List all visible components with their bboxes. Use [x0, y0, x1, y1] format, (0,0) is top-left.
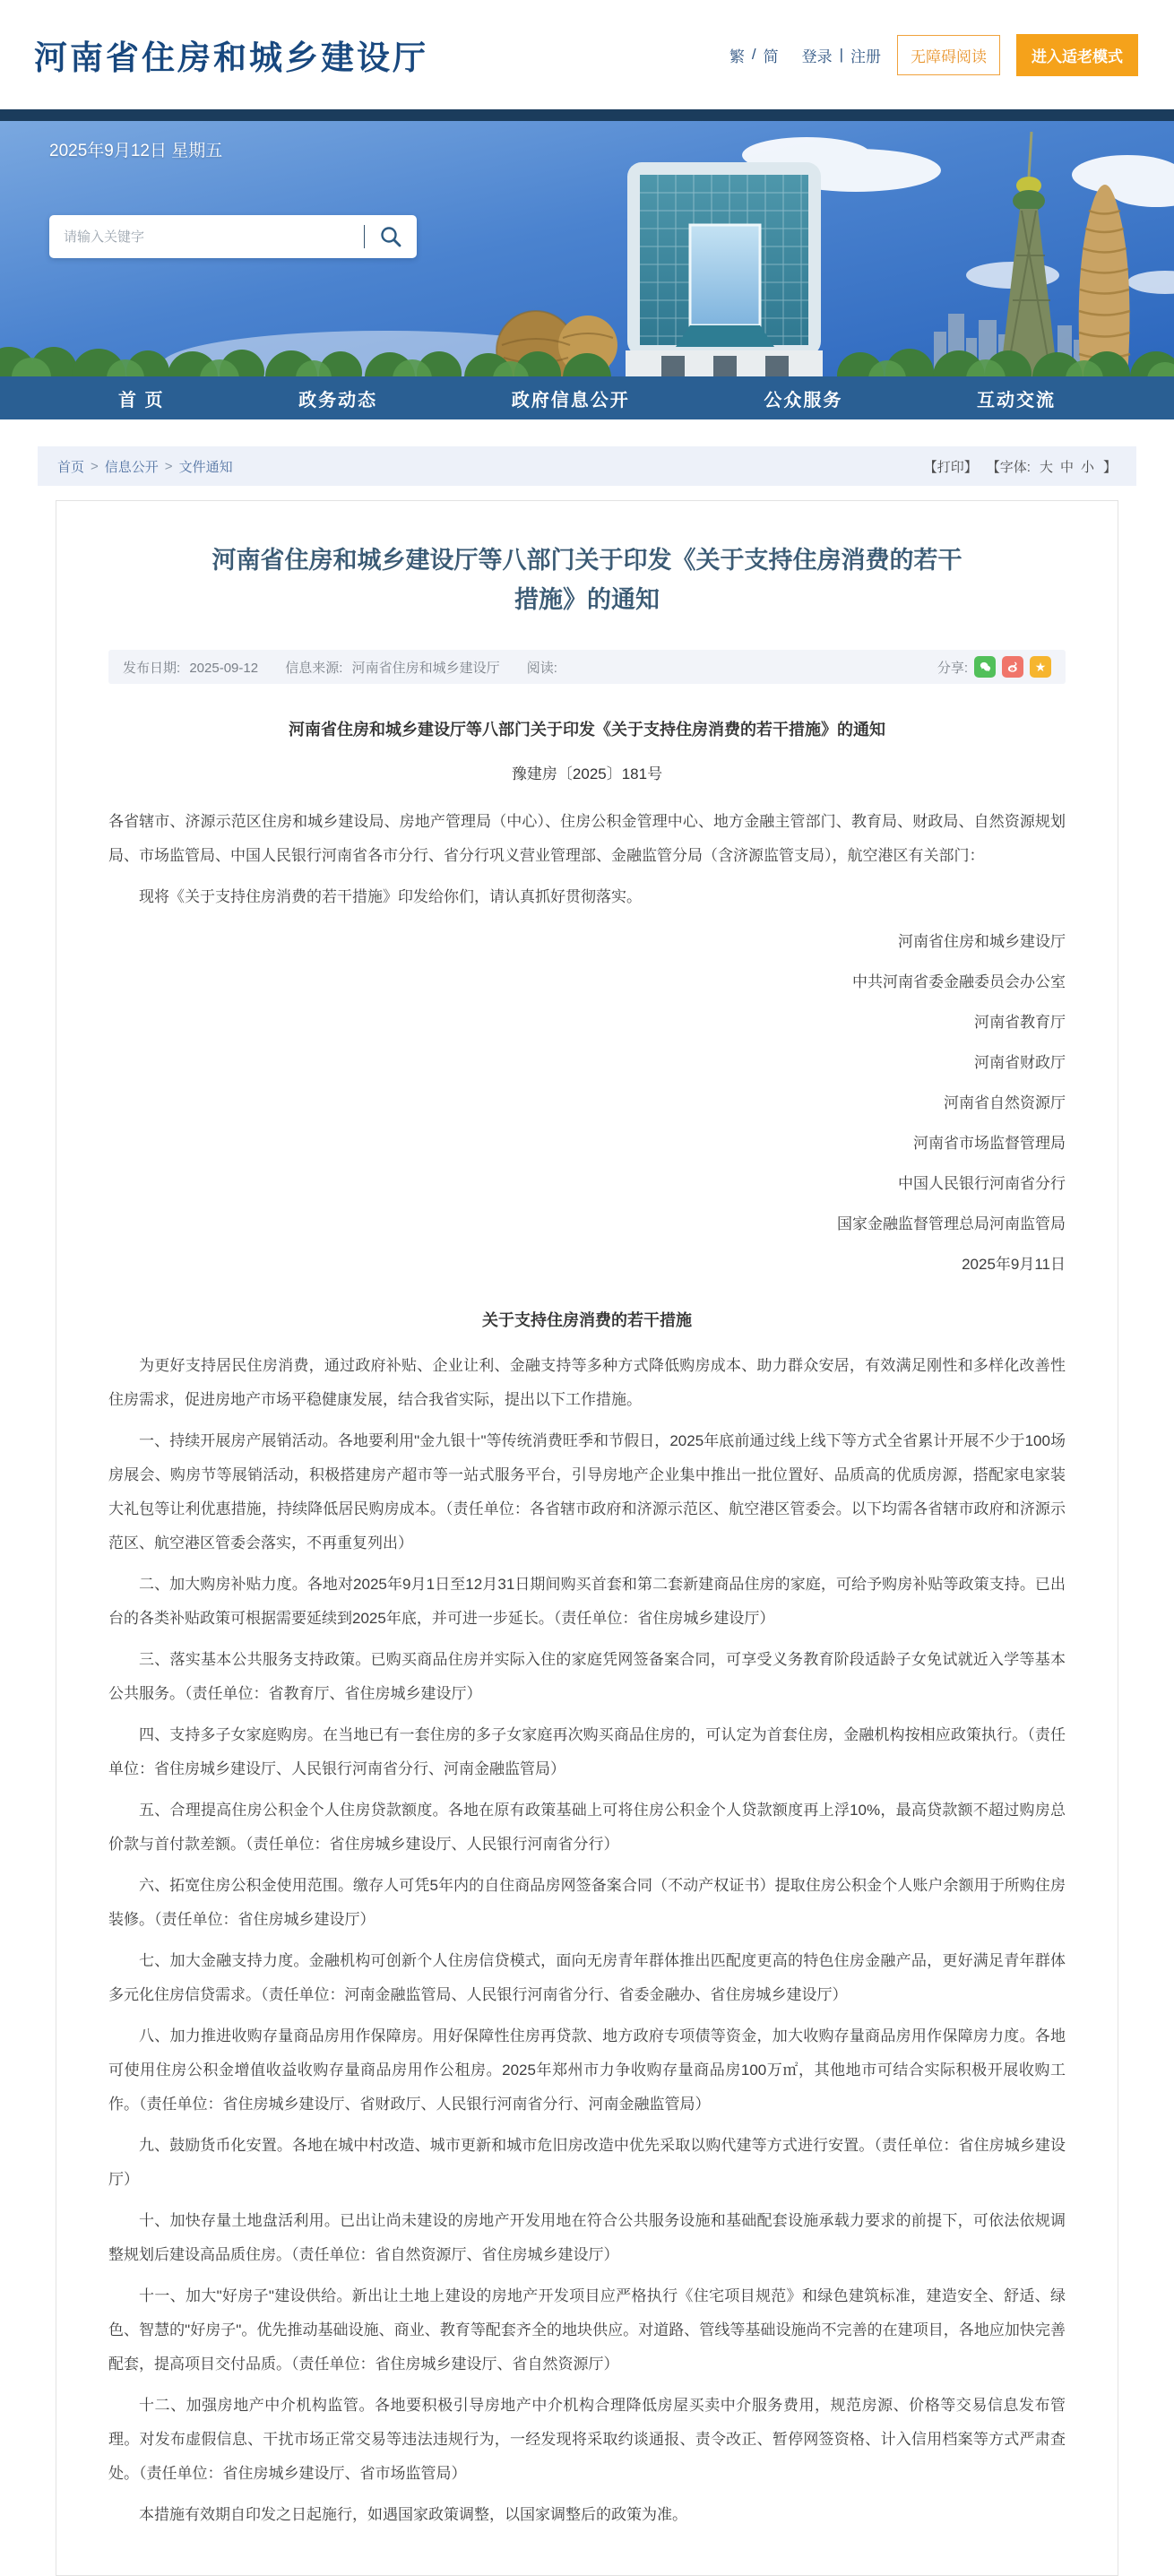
signature-line: 国家金融监督管理总局河南监管局 [837, 1215, 1066, 1232]
lang-traditional-link[interactable]: 繁 [729, 48, 745, 65]
document-heading: 河南省住房和城乡建设厅等八部门关于印发《关于支持住房消费的若干措施》的通知 [289, 721, 885, 739]
publish-date-label: 发布日期: [123, 660, 181, 676]
header-controls [729, 34, 1138, 76]
article-paragraph: 六、拓宽住房公积金使用范围。缴存人可凭5年内的自住商品房网签备案合同（不动产权证书）提取住房公积金个人账户余额用于所购住房装修。（责任单位：省住房城乡建设厅） [108, 1877, 1066, 1928]
font-size-label: 【字体: [986, 459, 1031, 475]
hero-banner [0, 121, 1174, 376]
breadcrumb-info-disclosure[interactable]: 信息公开 [104, 459, 159, 475]
article-paragraph: 十、加快存量土地盘活利用。已出让尚未建设的房地产开发用地在符合公共服务设施和基础配套设施承载力要求的前提下，可依法依规调整规划后建设高品质住房。（责任单位：省自然资源厅、省住房城乡建设厅） [108, 2212, 1066, 2263]
breadcrumb [57, 457, 233, 476]
article-body [108, 805, 1066, 2532]
forward-paragraph: 现将《关于支持住房消费的若干措施》印发给你们，请认真抓好贯彻落实。 [139, 888, 642, 905]
article-paragraph: 八、加力推进收购存量商品房用作保障房。用好保障性住房再贷款、地方政府专项债等资金，加大收购存量商品房用作保障房力度。各地可使用住房公积金增值收益收购存量商品房用作公租房。2025年郑州市力争收购存量商品房100万㎡，其他地市可结合实际积极开展收购工作。（责任单位：省住房城乡建设厅、省财政厅、人民银行河南省分行、河南金融监管局） [108, 2027, 1066, 2113]
login-link[interactable]: 登录 [801, 48, 833, 65]
share-favorite-icon[interactable]: ★ [1030, 656, 1051, 678]
article-paragraph: 一、持续开展房产展销活动。各地要利用"金九银十"等传统消费旺季和节假日，2025年底前通过线上线下等方式全省累计开展不少于100场房展会、购房节等展销活动，积极搭建房产超市等一站式服务平台，引导房地产企业集中推出一批位置好、品质高的优质房源，搭配家电家装大礼包等让利优惠措施，持续降低居民购房成本。（责任单位：各省辖市政府和济源示范区、航空港区管委会。以下均需各省辖市政府和济源示范区、航空港区管委会落实，不再重复列出） [108, 1432, 1066, 1552]
breadcrumb-separator: > [164, 458, 173, 474]
article-paragraph: 十二、加强房地产中介机构监管。各地要积极引导房地产中介机构合理降低房屋买卖中介服务费用，规范房源、价格等交易信息发布管理。对发布虚假信息、干扰市场正常交易等违法违规行为，一经发现将采取约谈通报、责令改正、暂停网签资格、计入信用档案等方式严肃查处。（责任单位：省住房城乡建设厅、省市场监管局） [108, 2397, 1066, 2482]
article-paragraph: 本措施有效期自印发之日起施行，如遇国家政策调整，以国家调整后的政策为准。 [139, 2506, 687, 2523]
font-size-small-button[interactable]: 小 [1080, 459, 1094, 475]
search-button[interactable] [365, 215, 417, 258]
search-input[interactable] [49, 229, 364, 245]
article-paragraph: 三、落实基本公共服务支持政策。已购买商品住房并实际入住的家庭凭网签备案合同，可享受义务教育阶段适龄子女免试就近入学等基本公共服务。（责任单位：省教育厅、省住房城乡建设厅） [108, 1651, 1066, 1702]
breadcrumb-home[interactable]: 首页 [57, 459, 85, 475]
nav-item-public-services[interactable]: 公众服务 [764, 390, 843, 411]
nav-item-information-disclosure[interactable]: 政府信息公开 [511, 390, 630, 411]
views-label: 阅读: [526, 660, 557, 676]
search-icon [379, 225, 402, 248]
breadcrumb-separator: > [91, 458, 99, 474]
signature-line: 中共河南省委金融委员会办公室 [852, 973, 1066, 990]
signature-line: 河南省自然资源厅 [944, 1094, 1066, 1111]
font-size-large-button[interactable]: 大 [1039, 459, 1053, 475]
site-title: 河南省住房和城乡建设厅 [34, 38, 428, 77]
font-size-label-suffix: 】 [1102, 459, 1117, 475]
signature-line: 河南省住房和城乡建设厅 [898, 933, 1066, 950]
page-title: 河南省住房和城乡建设厅等八部门关于印发《关于支持住房消费的若干措施》的通知 [211, 547, 963, 613]
breadcrumb-document-notices[interactable]: 文件通知 [178, 459, 233, 475]
article-paragraph: 四、支持多子女家庭购房。在当地已有一套住房的多子女家庭再次购买商品住房的，可认定为首套住房，金融机构按相应政策执行。（责任单位：省住房城乡建设厅、人民银行河南省分行、河南金融监管局） [108, 1726, 1066, 1777]
page-tools [924, 457, 1117, 476]
register-link[interactable]: 注册 [850, 48, 881, 65]
print-button[interactable]: 【打印】 [923, 459, 978, 475]
measures-section-heading: 关于支持住房消费的若干措施 [482, 1311, 692, 1329]
share-wechat-icon[interactable] [974, 656, 996, 678]
source-label: 信息来源: [285, 660, 343, 676]
article-container [56, 500, 1118, 2576]
nav-item-interaction[interactable]: 互动交流 [977, 390, 1056, 411]
main-navigation [0, 376, 1174, 419]
recipients-paragraph: 各省辖市、济源示范区住房和城乡建设局、房地产管理局（中心）、住房公积金管理中心、地方金融主管部门、教育局、财政局、自然资源规划局、市场监管局、中国人民银行河南省各市分行、省分行巩义营业管理部、金融监管分局（含济源监管支局），航空港区有关部门： [108, 813, 1066, 864]
search-box [49, 215, 417, 258]
article-paragraph: 为更好支持居民住房消费，通过政府补贴、企业让利、金融支持等多种方式降低购房成本、助力群众安居，有效满足刚性和多样化改善性住房需求，促进房地产市场平稳健康发展，结合我省实际，提出以下工作措施。 [108, 1357, 1066, 1408]
document-number: 豫建房〔2025〕181号 [511, 765, 663, 782]
login-register-divider: | [839, 46, 843, 63]
signature-line: 中国人民银行河南省分行 [898, 1175, 1066, 1192]
article-paragraph: 五、合理提高住房公积金个人住房贷款额度。各地在原有政策基础上可将住房公积金个人贷款额度再上浮10%，最高贷款额不超过购房总价款与首付款差额。（责任单位：省住房城乡建设厅、人民银行河南省分行） [108, 1802, 1066, 1853]
banner-date: 2025年9月12日 星期五 [49, 142, 223, 160]
lang-login-bar [729, 44, 881, 66]
font-size-medium-button[interactable]: 中 [1059, 459, 1074, 475]
elder-mode-button[interactable]: 进入适老模式 [1016, 34, 1138, 76]
lang-slash: / [751, 46, 756, 63]
article-meta [123, 658, 563, 677]
site-header [0, 0, 1174, 109]
signature-block [108, 921, 1066, 1284]
share-weibo-icon[interactable] [1002, 656, 1023, 678]
accessibility-reading-button[interactable]: 无障碍阅读 [897, 35, 1000, 75]
article-meta-bar [108, 650, 1066, 684]
signature-date: 2025年9月11日 [962, 1256, 1066, 1273]
share-label: 分享: [937, 660, 968, 676]
article-paragraph: 十一、加大"好房子"建设供给。新出让土地上建设的房地产开发项目应严格执行《住宅项目规范》和绿色建筑标准，建造安全、舒适、绿色、智慧的"好房子"。优先推动基础设施、商业、教育等配套齐全的地块供应。对道路、管线等基础设施尚不完善的在建项目，各地应加快完善配套，提高项目交付品质。（责任单位：省住房城乡建设厅、省自然资源厅） [108, 2287, 1066, 2373]
article-paragraph: 二、加大购房补贴力度。各地对2025年9月1日至12月31日期间购买首套和第二套新建商品住房的家庭，可给予购房补贴等政策支持。已出台的各类补贴政策可根据需要延续到2025年底，并可进一步延长。（责任单位：省住房城乡建设厅） [108, 1576, 1066, 1627]
breadcrumb-bar [38, 446, 1136, 486]
nav-item-home[interactable]: 首 页 [118, 390, 165, 411]
lang-simplified-link[interactable]: 简 [763, 48, 779, 65]
article-paragraph: 九、鼓励货币化安置。各地在城中村改造、城市更新和城市危旧房改造中优先采取以购代建等方式进行安置。（责任单位：省住房城乡建设厅） [108, 2137, 1066, 2188]
source-value: 河南省住房和城乡建设厅 [351, 660, 500, 676]
share-bar [937, 656, 1051, 678]
header-separator-bar [0, 109, 1174, 121]
signature-line: 河南省教育厅 [974, 1014, 1066, 1031]
signature-line: 河南省市场监督管理局 [913, 1135, 1066, 1152]
publish-date-value: 2025-09-12 [189, 660, 259, 676]
nav-item-government-news[interactable]: 政务动态 [298, 390, 378, 411]
signature-line: 河南省财政厅 [974, 1054, 1066, 1071]
article-paragraph: 七、加大金融支持力度。金融机构可创新个人住房信贷模式，面向无房青年群体推出匹配度更高的特色住房金融产品，更好满足青年群体多元化住房信贷需求。（责任单位：河南金融监管局、人民银行河南省分行、省委金融办、省住房城乡建设厅） [108, 1952, 1066, 2003]
